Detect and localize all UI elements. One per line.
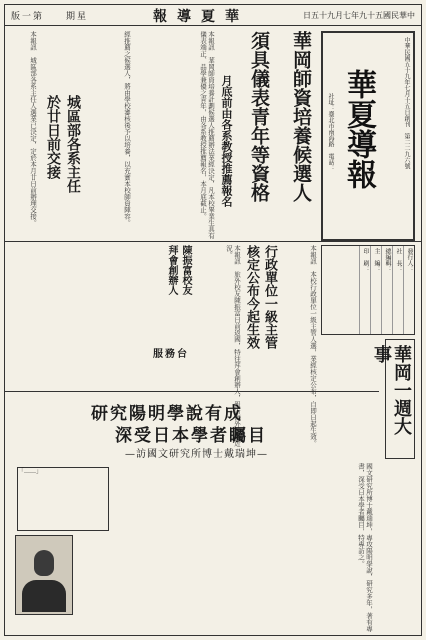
- second-headline-1: 城區部各系主任: [65, 95, 81, 193]
- page-number: 版一第 期星: [11, 12, 89, 22]
- newspaper-page: [4, 4, 422, 636]
- staff-box: [321, 245, 415, 335]
- staff-entry: 總編輯：: [381, 246, 392, 334]
- divider: [5, 241, 421, 242]
- header-bar: [5, 5, 421, 26]
- portrait-body: [22, 580, 66, 612]
- third-body-1: 本報訊 本校行政單位一級主管人選，業經核定公布，自即日起生效。: [309, 245, 317, 447]
- staff-entry: 印 刷：: [359, 246, 370, 334]
- feature-body: 國文研究所博士戴瑞坤，專攻陽明學說，研究多年，著有專書，深受日本學者矚目，特專訪之。: [357, 463, 373, 632]
- lead-headline-2: 須具儀表青年等資格: [248, 31, 270, 202]
- lead-headline-1: 華岡師資培養候選人: [290, 31, 312, 202]
- lead-subhead: 月底前由各系教授推薦報名: [220, 75, 233, 207]
- feature-byline: —訪國文研究所博士戴瑞坤—: [125, 449, 268, 460]
- staff-entry: 主 編：: [370, 246, 381, 334]
- alumni-subhead-2: 拜會創辦人: [166, 245, 177, 295]
- second-body: 本報訊 城區部各系主任人選業已決定，定於本月廿日前辦理交接。: [29, 31, 37, 226]
- masthead-issue-info: 中華民國五十九年七月十五日創刊 第二二九六號: [403, 37, 410, 169]
- quote-text: 「……」: [18, 468, 43, 475]
- third-headline-2: 核定公布今起生效: [244, 245, 259, 349]
- paper-title-small: 報導夏華: [153, 9, 249, 25]
- service-desk-title: 服務台: [153, 349, 189, 360]
- feature-headline-1: 研究陽明學說有成: [91, 404, 243, 424]
- portrait-photo: [15, 535, 73, 615]
- staff-entry: 發行人：: [403, 246, 414, 334]
- paper-logo: 華夏導報: [341, 69, 376, 189]
- portrait-face: [34, 550, 54, 576]
- issue-date: 日五十九月七年九十五國民華中: [303, 11, 415, 20]
- lead-body-2: 經推薦之候選人，將由學校審核後予以培養，以充實本校師資陣容。: [123, 31, 131, 226]
- masthead-address: 社址：臺北市南海路 電話：: [327, 93, 334, 177]
- weekly-title: 華岡一週大事: [371, 345, 412, 435]
- second-headline-2: 於廿日前交接: [45, 95, 61, 179]
- masthead: [321, 31, 415, 241]
- third-body-2: 本報訊 旅外校友陳振富日前返國，特往拜會創辦人，報告海外校友近況。: [225, 245, 241, 447]
- divider: [5, 391, 379, 392]
- lead-body-1: 本報訊 華岡師資培養計劃候選人推薦辦法業經決定，凡本校畢業生具有儀表端正、品學兼優之青年，由各系教授推薦報名，本月底截止。: [199, 31, 215, 239]
- third-headline-1: 行政單位一級主管: [262, 245, 277, 349]
- alumni-subhead-1: 陳振富校友: [180, 245, 191, 295]
- staff-entry: 社 長：: [392, 246, 403, 334]
- feature-headline-2: 深受日本學者矚目: [115, 426, 267, 446]
